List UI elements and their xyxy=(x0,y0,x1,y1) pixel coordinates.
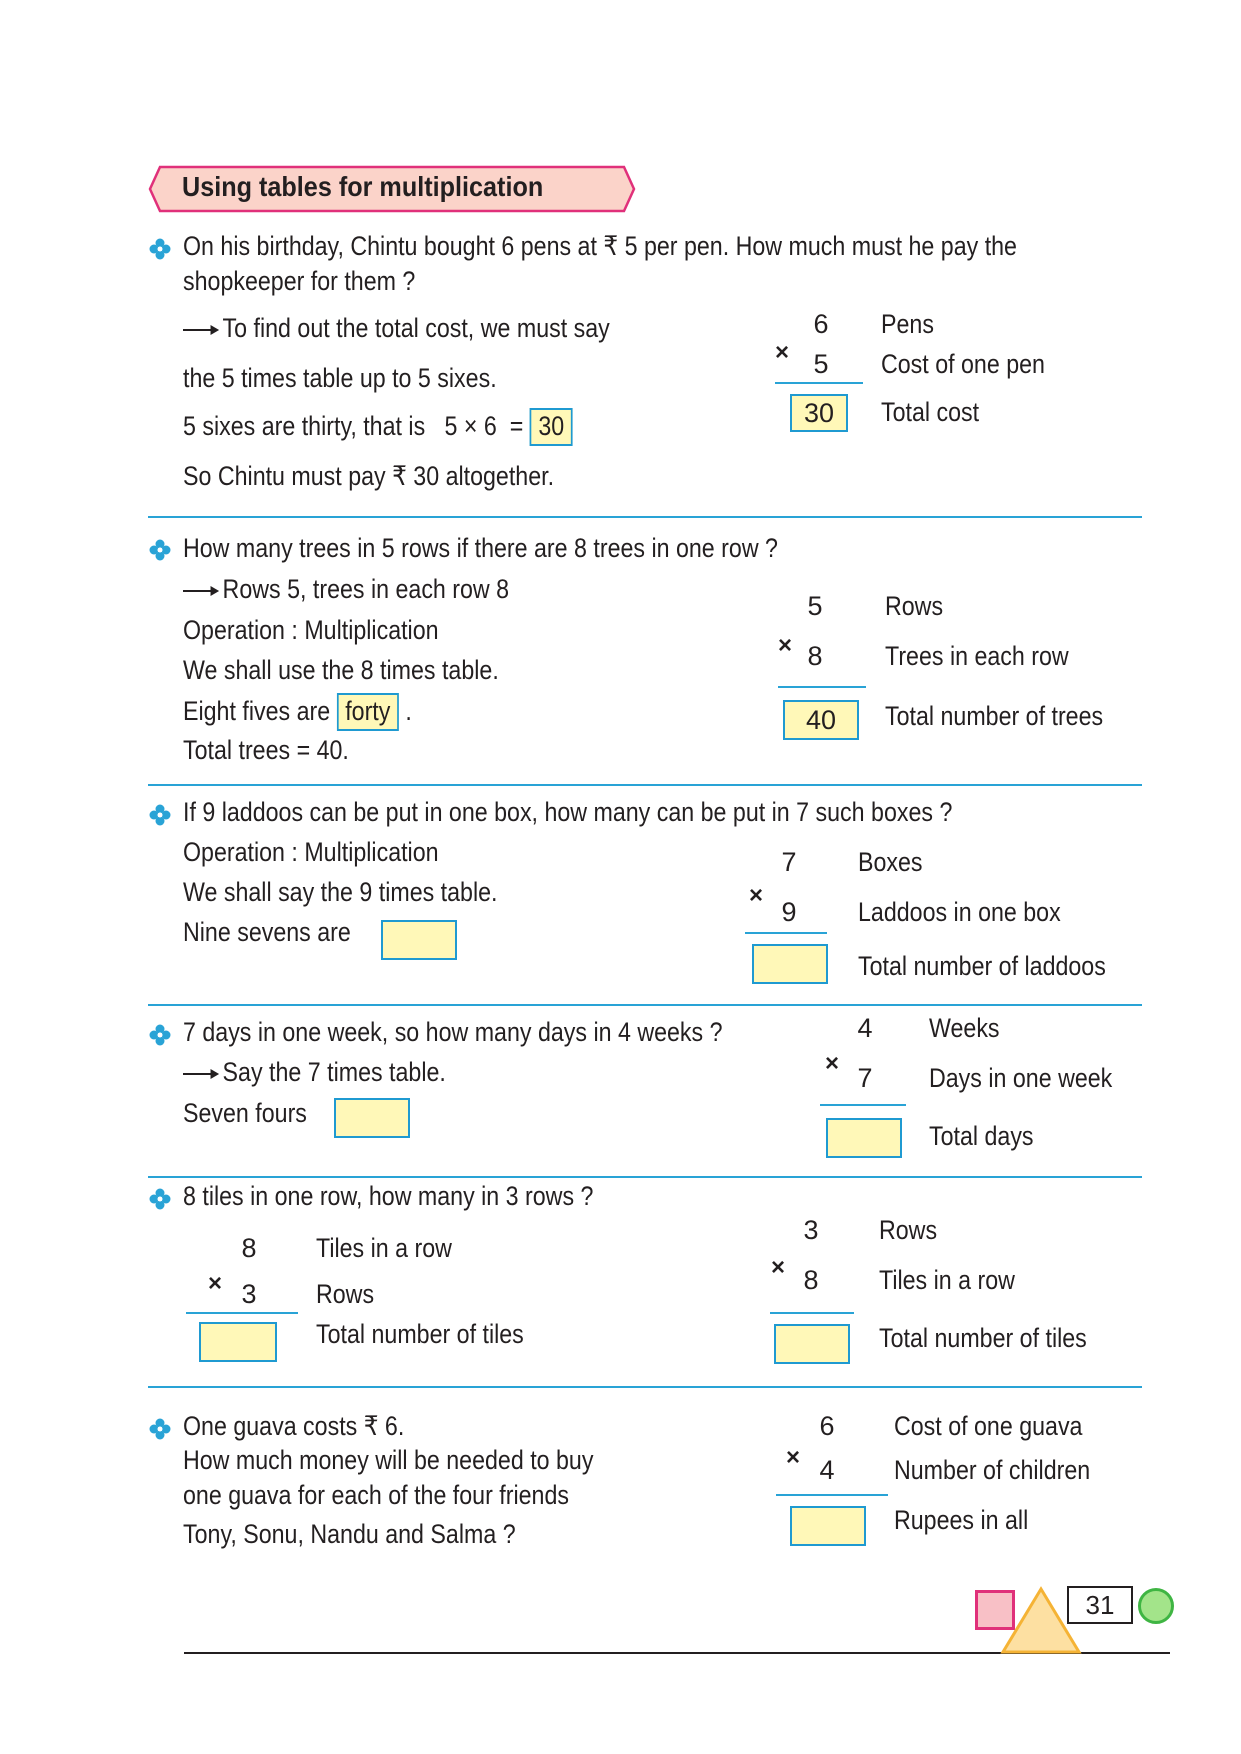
q2-times-sign: × xyxy=(778,632,793,659)
q1-question-line2: shopkeeper for them ? xyxy=(183,266,416,296)
flower-bullet-icon xyxy=(149,1024,171,1046)
arrow-right-icon xyxy=(183,584,219,598)
q3-underline xyxy=(745,932,827,934)
section-divider xyxy=(148,1004,1142,1006)
q5-left-answer-box[interactable] xyxy=(199,1322,277,1362)
q4-answer-box[interactable] xyxy=(826,1118,902,1158)
q2-label-top: Rows xyxy=(885,591,944,621)
q1-label-answer: Total cost xyxy=(881,397,980,427)
q6-times-sign: × xyxy=(786,1444,801,1471)
section-divider xyxy=(148,1176,1142,1178)
q6-line4: Tony, Sonu, Nandu and Salma ? xyxy=(183,1519,516,1549)
q6-line2: How much money will be needed to buy xyxy=(183,1445,594,1475)
section-divider xyxy=(148,516,1142,518)
flower-bullet-icon xyxy=(149,804,171,826)
q3-factor-top: 7 xyxy=(781,847,797,877)
q5-right-answer-box[interactable] xyxy=(774,1324,850,1364)
q2-line3: We shall use the 8 times table. xyxy=(183,655,499,685)
flower-bullet-icon xyxy=(149,539,171,561)
q5-left-label-answer: Total number of tiles xyxy=(316,1319,524,1349)
q1-line1-text: To find out the total cost, we must say xyxy=(222,313,610,343)
q1-factor-top: 6 xyxy=(813,309,829,339)
q2-line1-text: Rows 5, trees in each row 8 xyxy=(222,574,510,604)
q1-line1 xyxy=(183,312,610,344)
arrow-right-icon xyxy=(183,1067,219,1081)
q2-question: How many trees in 5 rows if there are 8 trees in one row ? xyxy=(183,533,778,563)
q1-answer-box: 30 xyxy=(790,394,848,432)
page-number: 31 xyxy=(1067,1586,1133,1624)
q1-line2: the 5 times table up to 5 sixes. xyxy=(183,363,497,393)
q5-left-label-bottom: Rows xyxy=(316,1279,375,1309)
q5-question: 8 tiles in one row, how many in 3 rows ? xyxy=(183,1181,594,1211)
q1-label-bottom: Cost of one pen xyxy=(881,349,1045,379)
q5-left-underline xyxy=(186,1312,298,1314)
q4-times-sign: × xyxy=(825,1050,840,1077)
q1-line3-answer: 30 xyxy=(530,408,573,446)
q5-left-times-sign: × xyxy=(208,1270,223,1297)
q1-times-sign: × xyxy=(775,339,790,366)
q4-line2: Seven fours xyxy=(183,1098,307,1128)
q2-line5: Total trees = 40. xyxy=(183,735,349,765)
q2-line1 xyxy=(183,573,509,605)
q3-label-bottom: Laddoos in one box xyxy=(858,897,1061,927)
q2-label-bottom: Trees in each row xyxy=(885,641,1069,671)
q3-factor-bottom: 9 xyxy=(781,897,797,927)
q4-inline-answer-box[interactable] xyxy=(334,1098,410,1138)
q2-line4-answer: forty xyxy=(337,693,399,731)
q2-line4 xyxy=(183,693,412,731)
q4-label-top: Weeks xyxy=(929,1013,1000,1043)
q6-label-answer: Rupees in all xyxy=(894,1505,1029,1535)
q6-factor-bottom: 4 xyxy=(819,1455,835,1485)
q5-left-label-top: Tiles in a row xyxy=(316,1233,452,1263)
q4-label-answer: Total days xyxy=(929,1121,1034,1151)
q5-right-label-answer: Total number of tiles xyxy=(879,1323,1087,1353)
q3-line3: Nine sevens are xyxy=(183,917,351,947)
q6-underline xyxy=(776,1494,888,1496)
q5-right-factor-top: 3 xyxy=(803,1215,819,1245)
section-heading xyxy=(148,165,636,213)
q2-answer-box: 40 xyxy=(783,700,859,740)
q4-factor-bottom: 7 xyxy=(857,1063,873,1093)
q2-factor-top: 5 xyxy=(807,591,823,621)
q2-line4-end: . xyxy=(405,696,412,726)
q3-label-top: Boxes xyxy=(858,847,923,877)
q1-line4: So Chintu must pay ₹ 30 altogether. xyxy=(183,461,555,491)
q4-factor-top: 4 xyxy=(857,1013,873,1043)
q1-line3-text: 5 sixes are thirty, that is 5 × 6 = xyxy=(183,411,524,441)
q6-factor-top: 6 xyxy=(819,1411,835,1441)
section-divider xyxy=(148,784,1142,786)
q6-line1: One guava costs ₹ 6. xyxy=(183,1411,405,1441)
q2-line4-text: Eight fives are xyxy=(183,696,331,726)
q1-factor-bottom: 5 xyxy=(813,349,829,379)
q6-label-top: Cost of one guava xyxy=(894,1411,1083,1441)
q5-right-label-top: Rows xyxy=(879,1215,938,1245)
q3-answer-box[interactable] xyxy=(752,944,828,984)
q5-right-times-sign: × xyxy=(771,1254,786,1281)
q3-times-sign: × xyxy=(749,882,764,909)
circle-shape-icon xyxy=(1138,1588,1174,1624)
q3-label-answer: Total number of laddoos xyxy=(858,951,1106,981)
flower-bullet-icon xyxy=(149,1188,171,1210)
q5-left-factor-bottom: 3 xyxy=(241,1279,257,1309)
q6-line3: one guava for each of the four friends xyxy=(183,1480,569,1510)
q1-label-top: Pens xyxy=(881,309,934,339)
flower-bullet-icon xyxy=(149,238,171,260)
heading-text: Using tables for multiplication xyxy=(182,171,544,202)
q1-line3 xyxy=(183,408,573,446)
q3-inline-answer-box[interactable] xyxy=(381,920,457,960)
q3-line2: We shall say the 9 times table. xyxy=(183,877,498,907)
q5-right-label-bottom: Tiles in a row xyxy=(879,1265,1015,1295)
q5-right-factor-bottom: 8 xyxy=(803,1265,819,1295)
q1-question-line1: On his birthday, Chintu bought 6 pens at ₹ 5 per pen. How much must he pay the xyxy=(183,231,1017,261)
q2-factor-bottom: 8 xyxy=(807,641,823,671)
q4-label-bottom: Days in one week xyxy=(929,1063,1113,1093)
q2-line2: Operation : Multiplication xyxy=(183,615,439,645)
q2-underline xyxy=(778,686,866,688)
q4-line1-text: Say the 7 times table. xyxy=(222,1057,446,1087)
q6-answer-box[interactable] xyxy=(790,1506,866,1546)
q4-line1 xyxy=(183,1056,446,1088)
q2-label-answer: Total number of trees xyxy=(885,701,1104,731)
q1-underline xyxy=(775,382,863,384)
q3-question: If 9 laddoos can be put in one box, how many can be put in 7 such boxes ? xyxy=(183,797,953,827)
flower-bullet-icon xyxy=(149,1418,171,1440)
q5-right-underline xyxy=(770,1312,854,1314)
q5-left-factor-top: 8 xyxy=(241,1233,257,1263)
arrow-right-icon xyxy=(183,323,219,337)
q3-line1: Operation : Multiplication xyxy=(183,837,439,867)
section-divider xyxy=(148,1386,1142,1388)
q4-underline xyxy=(820,1104,906,1106)
q6-label-bottom: Number of children xyxy=(894,1455,1091,1485)
q4-question: 7 days in one week, so how many days in 4 weeks ? xyxy=(183,1017,723,1047)
